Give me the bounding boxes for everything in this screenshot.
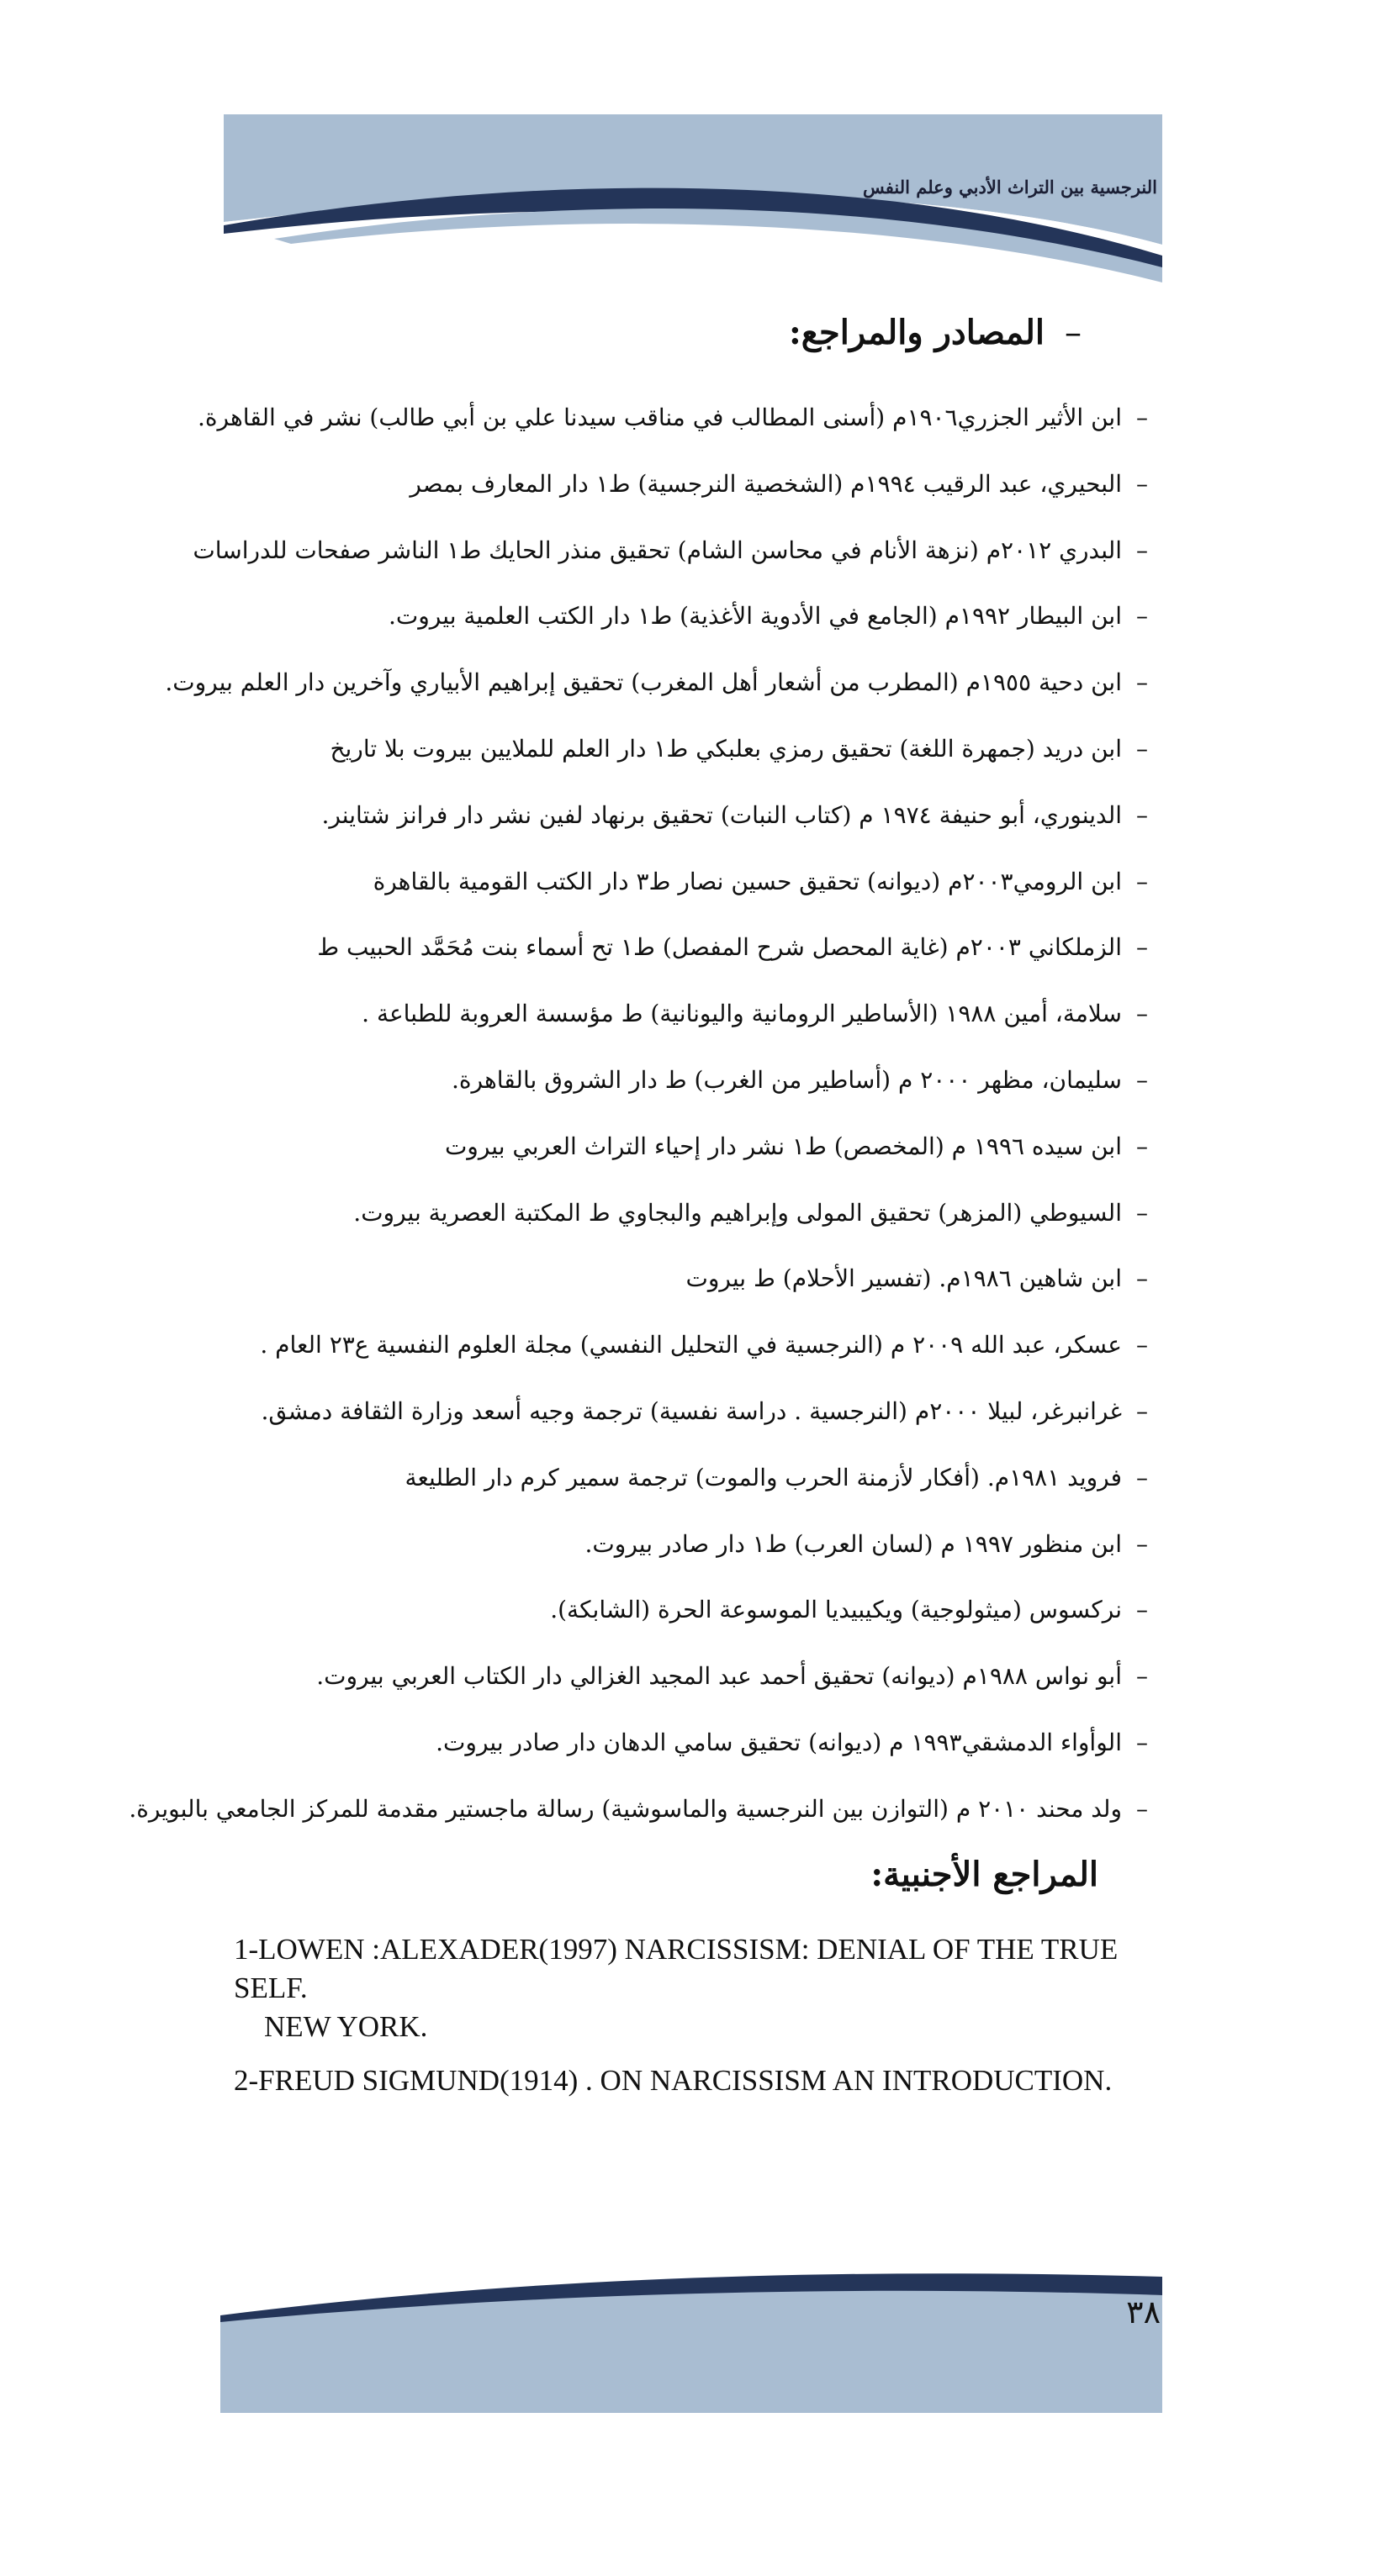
page-number: ٣٨ [1126,2294,1161,2331]
foreign-references-title: المراجع الأجنبية: [870,1855,1098,1894]
bullet-dash: – [1136,404,1148,431]
reference-text: ابن الرومي٢٠٠٣م (ديوانه) تحقيق حسين نصار ط٣ دار الكتب القومية بالقاهرة [373,867,1122,895]
reference-text: ابن البيطار ١٩٩٢م (الجامع في الأدوية الأغذية) ط١ دار الكتب العلمية بيروت. [389,602,1122,631]
bullet-dash: – [1136,602,1148,631]
reference-item [224,1577,1162,1644]
reference-item [224,1246,1162,1312]
footer-band [220,2270,1162,2413]
reference-text: البدري ٢٠١٢م (نزهة الأنام في محاسن الشام) تحقيق منذر الحايك ط١ الناشر صفحات للدراسات [193,536,1122,564]
reference-text: سلامة، أمين ١٩٨٨ (الأساطير الرومانية واليونانية) ط مؤسسة العروبة للطباعة . [362,1000,1122,1028]
reference-item [224,451,1162,518]
section-title-text: المصادر والمراجع: [788,313,1045,352]
section-dash: – [1065,314,1082,352]
arabic-references-list [129,385,1162,1843]
bullet-dash: – [1136,469,1148,498]
reference-item [165,650,1162,716]
reference-text: ابن الأثير الجزري١٩٠٦م (أسنى المطالب في مناقب سيدنا علي بن أبي طالب) نشر في القاهرة. [197,404,1122,431]
header-band [224,114,1162,282]
bullet-dash: – [1136,800,1148,829]
reference-text: غرانبرغر، لبيلا ٢٠٠٠م (النرجسية . دراسة نفسية) ترجمة وجيه أسعد وزارة الثقافة دمشق. [261,1396,1122,1425]
reference-text: ابن دحية ١٩٥٥م (المطرب من أشعار أهل المغرب) تحقيق إبراهيم الأبياري وآخرين دار العلم بيروت. [165,668,1122,697]
bullet-dash: – [1136,933,1148,962]
bullet-dash: – [1136,1463,1148,1491]
reference-text: الدينوري، أبو حنيفة ١٩٧٤ م (كتاب النبات) تحقيق برنهاد لفين نشر دار فرانز شتاينر. [321,800,1122,829]
reference-item [129,1776,1162,1843]
reference-item [224,915,1162,981]
foreign-reference-2: 2-FREUD SIGMUND(1914) . ON NARCISSISM AN INTRODUCTION. [234,2064,1113,2097]
reference-text: البحيري، عبد الرقيب ١٩٩٤م (الشخصية النرجسية) ط١ دار المعارف بمصر [410,469,1122,498]
reference-item [224,1180,1162,1247]
reference-item [193,518,1162,584]
bullet-dash: – [1136,1264,1148,1293]
bullet-dash: – [1136,1000,1148,1028]
reference-item [224,783,1162,849]
reference-item [224,1312,1162,1379]
bullet-dash: – [1136,867,1148,895]
bullet-dash: – [1136,1529,1148,1558]
foreign-references [234,1930,1159,2100]
reference-text: السيوطي (المزهر) تحقيق المولى وإبراهيم والبجاوي ط المكتبة العصرية بيروت. [353,1198,1122,1227]
reference-item [224,1048,1162,1114]
bullet-dash: – [1136,1331,1148,1359]
bullet-dash: – [1136,1662,1148,1691]
reference-item [224,1644,1162,1710]
reference-item [224,583,1162,650]
reference-text: أبو نواس ١٩٨٨م (ديوانه) تحقيق أحمد عبد المجيد الغزالي دار الكتاب العربي بيروت. [316,1662,1122,1691]
foreign-reference-1-continued: NEW YORK. [264,2010,428,2043]
reference-text: نركسوس (ميثولوجية) ويكيبيديا الموسوعة الحرة (الشابكة). [550,1596,1122,1624]
reference-text: الزملكاني ٢٠٠٣م (غاية المحصل شرح المفصل) ط١ تح أسماء بنت مُحَمَّد الحبيب ط [317,933,1122,962]
reference-item [224,981,1162,1048]
bullet-dash: – [1136,734,1148,763]
bullet-dash: – [1136,536,1148,564]
reference-text: ابن سيده ١٩٩٦ م (المخصص) ط١ نشر دار إحياء التراث العربي بيروت [444,1132,1122,1160]
bullet-dash: – [1136,668,1148,697]
bullet-dash: – [1136,1794,1148,1823]
foreign-reference-1: 1-LOWEN :ALEXADER(1997) NARCISSISM: DENIAL OF THE TRUE SELF. [234,1933,1119,2004]
reference-item [224,1379,1162,1445]
bullet-dash: – [1136,1396,1148,1425]
reference-text: ابن دريد (جمهرة اللغة) تحقيق رمزي بعلبكي ط١ دار العلم للملايين بيروت بلا تاريخ [330,734,1122,763]
bullet-dash: – [1136,1596,1148,1624]
reference-text: ابن شاهين ١٩٨٦م. (تفسير الأحلام) ط بيروت [685,1264,1122,1293]
bullet-dash: – [1136,1728,1148,1756]
reference-item [224,1114,1162,1180]
reference-item [224,1445,1162,1512]
reference-item [224,1512,1162,1578]
running-header: النرجسية بين التراث الأدبي وعلم النفس [862,177,1157,198]
reference-text: الوأواء الدمشقي١٩٩٣ م (ديوانه) تحقيق سامي الدهان دار صادر بيروت. [436,1728,1122,1756]
bullet-dash: – [1136,1132,1148,1160]
section-title [224,313,1082,352]
bullet-dash: – [1136,1065,1148,1094]
reference-text: عسكر، عبد الله ٢٠٠٩ م (النرجسية في التحليل النفسي) مجلة العلوم النفسية ع٢٣ العام . [260,1331,1122,1359]
reference-text: سليمان، مظهر ٢٠٠٠ م (أساطير من الغرب) ط دار الشروق بالقاهرة. [451,1065,1122,1094]
reference-item [224,716,1162,783]
reference-text: ولد محند ٢٠١٠ م (التوازن بين النرجسية والماسوشية) رسالة ماجستير مقدمة للمركز الجامعي بالبويرة. [129,1794,1122,1823]
reference-item [224,849,1162,916]
reference-item [197,385,1162,451]
bullet-dash: – [1136,1198,1148,1227]
reference-text: فرويد ١٩٨١م. (أفكار لأزمنة الحرب والموت) ترجمة سمير كرم دار الطليعة [405,1463,1122,1491]
reference-item [224,1710,1162,1776]
reference-text: ابن منظور ١٩٩٧ م (لسان العرب) ط١ دار صادر بيروت. [584,1529,1122,1558]
